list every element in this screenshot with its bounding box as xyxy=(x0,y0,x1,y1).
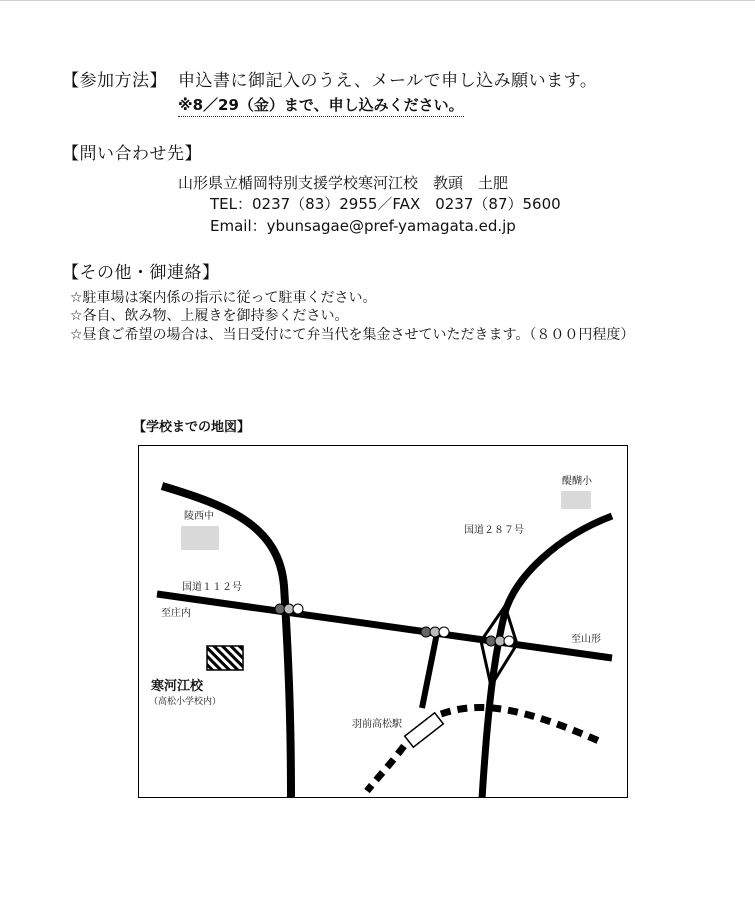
other-heading: 【その他・御連絡】 xyxy=(62,263,220,283)
school-building xyxy=(207,646,243,670)
other-item-lunch: ☆昼食ご希望の場合は、当日受付にて弁当代を集金させていただきます。（８００円程度） xyxy=(70,327,635,343)
school-map xyxy=(138,445,628,798)
traffic-light-2 xyxy=(421,627,449,637)
contact-email: Email：ybunsagae@pref-yamagata.ed.jp xyxy=(210,217,516,235)
contact-tel: TEL：0237（83）2955／FAX 0237（87）5600 xyxy=(210,195,561,213)
label-school: 寒河江校 xyxy=(151,679,204,694)
station-building xyxy=(405,713,444,747)
label-shiyamagata: 至山形 xyxy=(571,634,601,645)
label-school-sub: （高松小学校内） xyxy=(149,697,222,707)
contact-heading: 【問い合わせ先】 xyxy=(62,144,202,164)
label-route-287: 国道２８７号 xyxy=(464,525,524,536)
label-route-112: 国道１１２号 xyxy=(182,582,242,593)
daigoshou-building xyxy=(561,491,591,509)
railway-west xyxy=(367,746,404,791)
label-daigoshou: 醍醐小 xyxy=(562,476,592,487)
participation-line1: 申込書に御記入のうえ、メールで申し込み願います。 xyxy=(178,71,598,91)
ryoseichu-building xyxy=(181,526,219,550)
traffic-light-3 xyxy=(486,636,514,646)
map-drawing xyxy=(139,446,628,798)
traffic-light-1 xyxy=(275,604,303,614)
participation-deadline: ※8／29（金）まで、申し込みください。 xyxy=(178,94,464,117)
label-ryoseichu: 陵西中 xyxy=(184,511,214,522)
contact-org: 山形県立楯岡特別支援学校寒河江校 教頭 土肥 xyxy=(178,174,509,192)
other-item-supplies: ☆各自、飲み物、上履きを御持参ください。 xyxy=(70,308,349,324)
map-title: 【学校までの地図】 xyxy=(133,420,251,435)
label-station: 羽前高松駅 xyxy=(352,719,402,730)
road-branch xyxy=(422,633,437,708)
label-shishonai: 至庄内 xyxy=(161,608,191,619)
other-item-parking: ☆駐車場は案内係の指示に従って駐車ください。 xyxy=(70,290,377,306)
top-rule xyxy=(0,0,755,1)
participation-heading: 【参加方法】 xyxy=(62,71,167,91)
railway-east xyxy=(441,707,599,741)
